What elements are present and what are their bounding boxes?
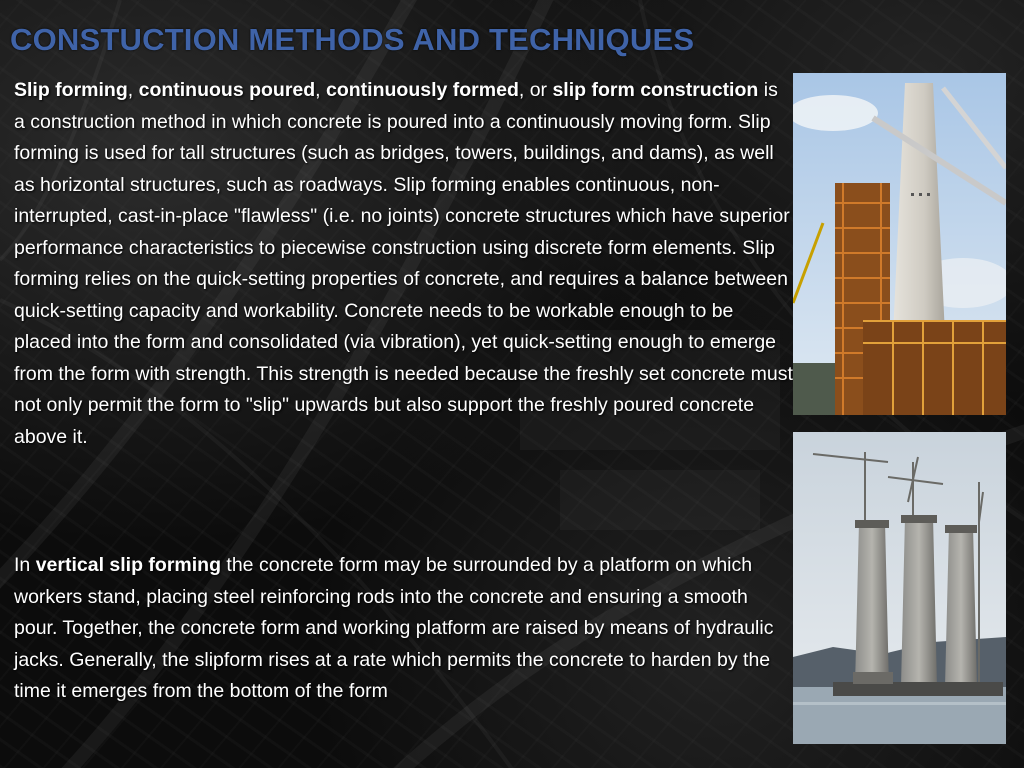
text-run: ,: [315, 79, 327, 101]
text-run: the concrete form may be surrounded by a platform on which workers stand, placing steel reinforcing rods into the concrete and ensuring a smooth pour. Together, the concrete form and working platform are raised by means of hydraulic jacks. Generally, the slipform rises at a rate which permits the concrete to harden by the time it emerges from the bottom of the form: [14, 554, 774, 702]
photo-slipform-tower: [793, 73, 1006, 415]
text-run: , or: [518, 79, 553, 101]
paragraph-slip-forming: [14, 75, 794, 453]
text-run: In: [14, 554, 36, 576]
term-vertical-slip-forming: vertical slip forming: [35, 554, 221, 576]
paragraph-vertical-slip-forming: [14, 550, 794, 708]
text-run: is a construction method in which concrete is poured into a continuously moving form. Slip forming is used for tall structures (such as bridges, towers, buildings, and dams), as well as horizontal structures, such as roadways. Slip forming enables continuous, non-interrupted, cast-in-place "flawless" (i.e. no joints) concrete structures which have superior performance characteristics to piecewise construction using discrete form elements. Slip forming relies on the quick-setting properties of concrete, and requires a balance between quick-setting capacity and workability. Concrete needs to be workable enough to be placed into the form and consolidated (via vibration), yet quick-setting enough to emerge from the form with strength. This strength is needed because the freshly set concrete must not only permit the form to "slip" upwards but also support the freshly poured concrete above it.: [14, 79, 793, 448]
photo-offshore-platform-legs: [793, 432, 1006, 744]
term-continuous-poured: continuous poured: [138, 79, 316, 101]
text-run: ,: [127, 79, 139, 101]
term-continuously-formed: continuously formed: [326, 79, 519, 101]
term-slip-forming: Slip forming: [14, 79, 128, 101]
slide-title: CONSTUCTION METHODS AND TECHNIQUES: [10, 22, 695, 57]
term-slip-form-construction: slip form construction: [552, 79, 759, 101]
